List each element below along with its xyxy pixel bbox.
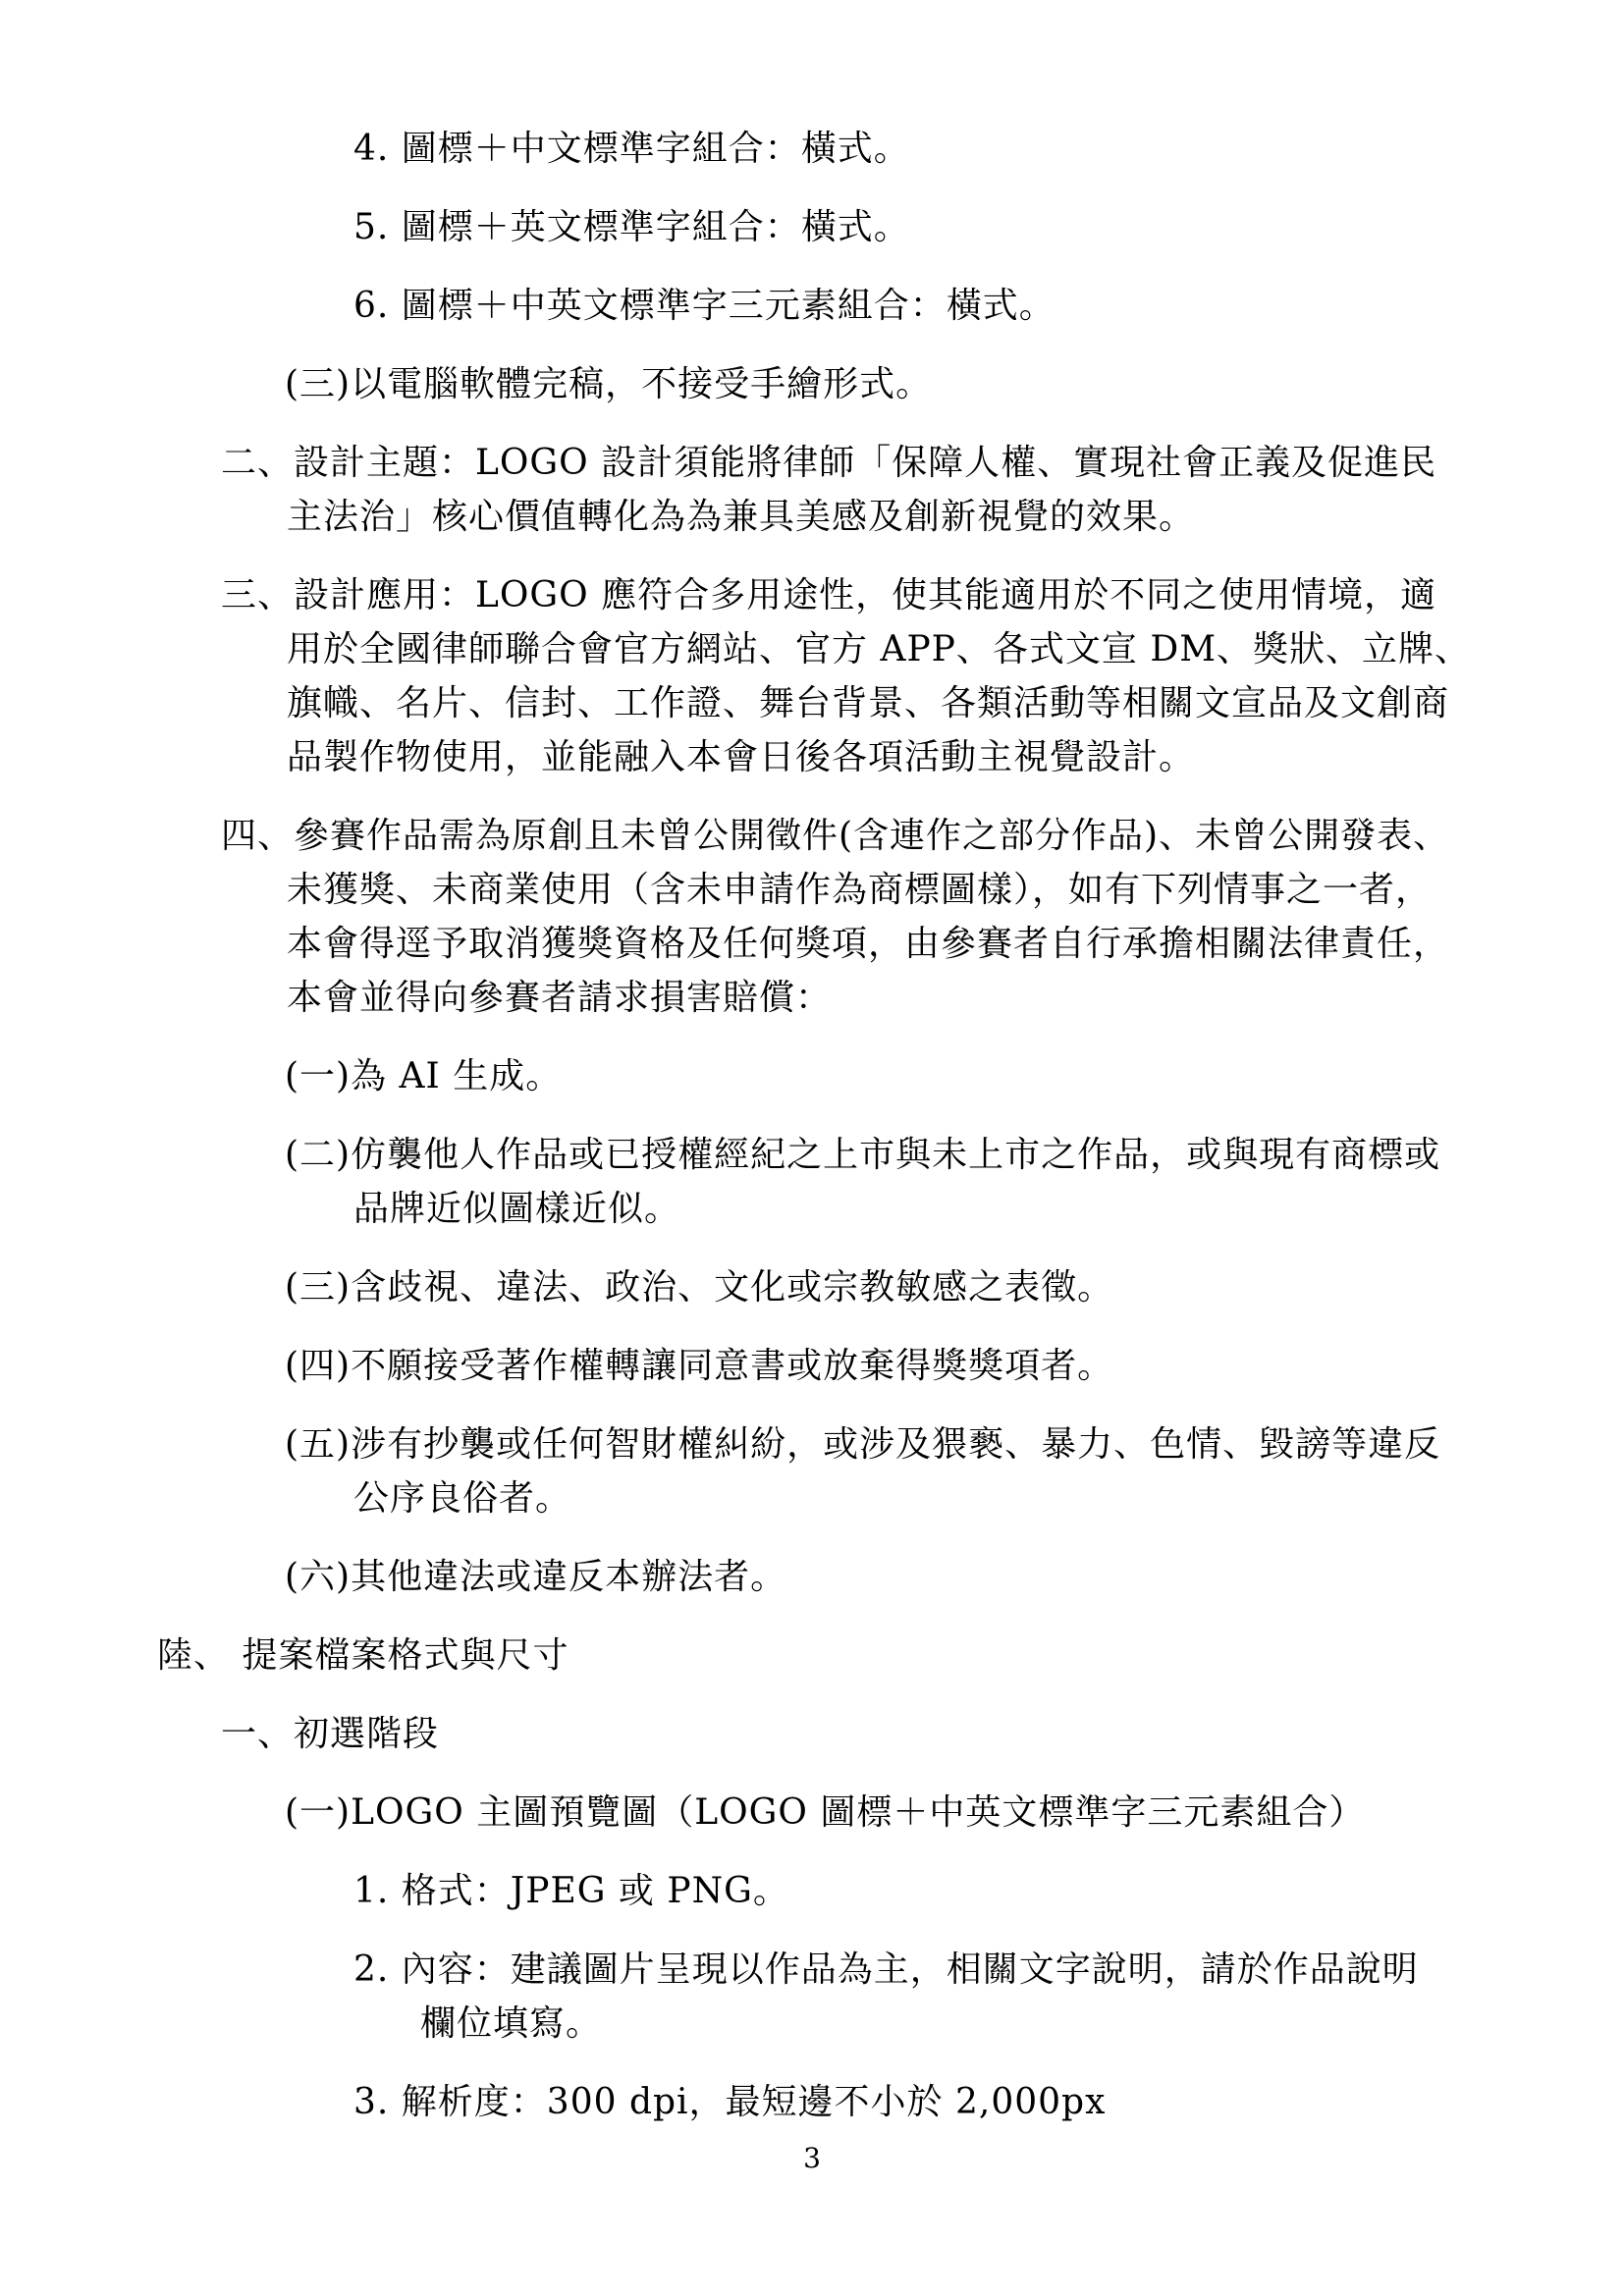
condition-5: (五)涉有抄襲或任何智財權糾紛，或涉及猥褻、暴力、色情、毀謗等違反 bbox=[285, 1424, 1441, 1465]
condition-1: (一)為 AI 生成。 bbox=[285, 1056, 563, 1096]
stage-sub-item: (一)LOGO 主圖預覽圖（LOGO 圖標＋中英文標準字三元素組合） bbox=[285, 1792, 1366, 1833]
page-number: 3 bbox=[803, 2142, 821, 2174]
condition-3: (三)含歧視、違法、政治、文化或宗教敏感之表徵。 bbox=[285, 1267, 1114, 1308]
list-item-4: 4. 圖標＋中文標準字組合：橫式。 bbox=[353, 129, 910, 169]
section-design-application-cont-1: 用於全國律師聯合會官方網站、官方 APP、各式文宣 DM、獎狀、立牌、 bbox=[287, 629, 1472, 669]
spec-content-cont: 欄位填寫。 bbox=[420, 2003, 603, 2044]
section-design-application: 三、設計應用：LOGO 應符合多用途性，使其能適用於不同之使用情境，適 bbox=[221, 575, 1437, 615]
section-originality-cont-1: 未獲獎、未商業使用（含未申請作為商標圖樣），如有下列情事之一者， bbox=[287, 870, 1433, 910]
condition-5-cont: 公序良俗者。 bbox=[353, 1478, 572, 1519]
section-originality: 四、參賽作品需為原創且未曾公開徵件(含連作之部分作品)、未曾公開發表、 bbox=[221, 816, 1450, 856]
list-item-5: 5. 圖標＋英文標準字組合：橫式。 bbox=[353, 207, 910, 247]
section-design-theme: 二、設計主題：LOGO 設計須能將律師「保障人權、實現社會正義及促進民 bbox=[221, 443, 1437, 483]
condition-4: (四)不願接受著作權轉讓同意書或放棄得獎獎項者。 bbox=[285, 1346, 1114, 1386]
stage-heading: 一、初選階段 bbox=[221, 1714, 440, 1754]
condition-2-cont: 品牌近似圖樣近似。 bbox=[353, 1189, 681, 1229]
sub-item-3: (三)以電腦軟體完稿，不接受手繪形式。 bbox=[285, 364, 933, 404]
section-design-application-cont-3: 品製作物使用，並能融入本會日後各項活動主視覺設計。 bbox=[287, 737, 1196, 777]
section-originality-cont-3: 本會並得向參賽者請求損害賠償： bbox=[287, 978, 833, 1018]
spec-format: 1. 格式：JPEG 或 PNG。 bbox=[353, 1871, 789, 1911]
condition-2: (二)仿襲他人作品或已授權經紀之上市與未上市之作品，或與現有商標或 bbox=[285, 1135, 1441, 1175]
section-design-application-cont-2: 旗幟、名片、信封、工作證、舞台背景、各類活動等相關文宣品及文創商 bbox=[287, 683, 1450, 723]
section-originality-cont-2: 本會得逕予取消獲獎資格及任何獎項，由參賽者自行承擔相關法律責任， bbox=[287, 924, 1450, 964]
spec-resolution: 3. 解析度：300 dpi，最短邊不小於 2,000px bbox=[353, 2082, 1107, 2122]
chapter-heading: 陸、 提案檔案格式與尺寸 bbox=[157, 1635, 569, 1676]
condition-6: (六)其他違法或違反本辦法者。 bbox=[285, 1557, 787, 1597]
section-design-theme-cont: 主法治」核心價值轉化為為兼具美感及創新視覺的效果。 bbox=[287, 497, 1196, 537]
list-item-6: 6. 圖標＋中英文標準字三元素組合：橫式。 bbox=[353, 286, 1056, 326]
spec-content: 2. 內容：建議圖片呈現以作品為主，相關文字說明，請於作品說明 bbox=[353, 1949, 1419, 1990]
